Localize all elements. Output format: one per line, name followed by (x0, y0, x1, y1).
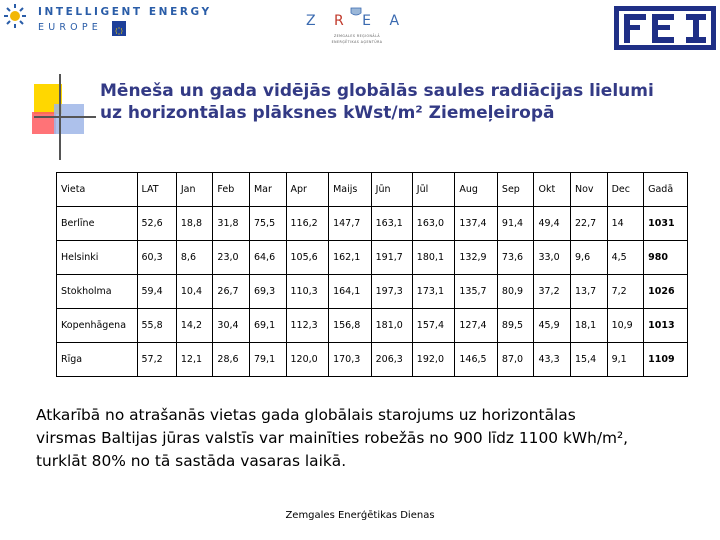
table-cell: 79,1 (249, 343, 286, 377)
table-cell: 15,4 (571, 343, 608, 377)
table-cell: 18,1 (571, 309, 608, 343)
table-row (57, 275, 688, 309)
radiation-table (56, 172, 688, 377)
zrea-logo-subtitle-2: ENERĢĒTIKAS AĢENTŪRA (331, 40, 383, 44)
table-cell: 33,0 (534, 241, 571, 275)
table-header-cell: Vieta (57, 173, 138, 207)
table-cell: 57,2 (137, 343, 176, 377)
table-cell: 146,5 (455, 343, 498, 377)
table-cell: 13,7 (571, 275, 608, 309)
table-cell: 69,1 (249, 309, 286, 343)
table-cell: 206,3 (371, 343, 412, 377)
table-header-cell: Nov (571, 173, 608, 207)
table-header-cell: Maijs (329, 173, 372, 207)
table-row (57, 207, 688, 241)
table-cell: 10,9 (607, 309, 644, 343)
table-cell: 23,0 (213, 241, 250, 275)
page-title (100, 80, 700, 124)
table-cell: 197,3 (371, 275, 412, 309)
table-cell: 181,0 (371, 309, 412, 343)
table-cell: 164,1 (329, 275, 372, 309)
table-cell: 157,4 (412, 309, 455, 343)
table-cell: 31,8 (213, 207, 250, 241)
table-cell: 89,5 (497, 309, 534, 343)
table-cell: 137,4 (455, 207, 498, 241)
table-cell: 1026 (644, 275, 688, 309)
zrea-logo-subtitle-1: ZEMGALES REĢIONĀLĀ (333, 34, 381, 38)
table-cell: 43,3 (534, 343, 571, 377)
table-cell: 26,7 (213, 275, 250, 309)
table-cell: 55,8 (137, 309, 176, 343)
table-cell: 64,6 (249, 241, 286, 275)
zrea-logo (296, 2, 416, 48)
table-row (57, 343, 688, 377)
table-row-label: Helsinki (57, 241, 138, 275)
table-cell: 163,1 (371, 207, 412, 241)
table-header-cell: Dec (607, 173, 644, 207)
table-cell: 12,1 (176, 343, 213, 377)
iee-logo-line1: INTELLIGENT ENERGY (38, 6, 212, 18)
table-cell: 73,6 (497, 241, 534, 275)
table-cell: 105,6 (286, 241, 329, 275)
table-row-label: Berlīne (57, 207, 138, 241)
table-cell: 28,6 (213, 343, 250, 377)
table-cell: 8,6 (176, 241, 213, 275)
table-header-cell: Jūl (412, 173, 455, 207)
zrea-logo-name: Z R E A (305, 13, 407, 29)
title-line-1: Mēneša un gada vidējās globālās saules radiācijas lielumi (100, 81, 654, 101)
table-cell: 49,4 (534, 207, 571, 241)
body-text (36, 404, 716, 473)
table-cell: 80,9 (497, 275, 534, 309)
table-cell: 60,3 (137, 241, 176, 275)
table-row-label: Stokholma (57, 275, 138, 309)
table-cell: 7,2 (607, 275, 644, 309)
table-cell: 14 (607, 207, 644, 241)
table-header-row (57, 173, 688, 207)
table-header-cell: Aug (455, 173, 498, 207)
table-cell: 37,2 (534, 275, 571, 309)
table-cell: 156,8 (329, 309, 372, 343)
iee-logo-line2: EUROPE (38, 22, 102, 33)
table-cell: 9,1 (607, 343, 644, 377)
table-cell: 14,2 (176, 309, 213, 343)
table-row-label: Kopenhāgena (57, 309, 138, 343)
table-cell: 180,1 (412, 241, 455, 275)
table-cell: 112,3 (286, 309, 329, 343)
footer-text: Zemgales Enerģētikas Dienas (285, 510, 435, 521)
table-cell: 110,3 (286, 275, 329, 309)
table-cell: 120,0 (286, 343, 329, 377)
table-header-cell: Jan (176, 173, 213, 207)
table-cell: 173,1 (412, 275, 455, 309)
table-cell: 10,4 (176, 275, 213, 309)
title-line-2: uz horizontālas plāksnes kWst/m² Ziemeļeiropā (100, 103, 555, 123)
table-row-label: Rīga (57, 343, 138, 377)
table-cell: 1031 (644, 207, 688, 241)
table-cell: 69,3 (249, 275, 286, 309)
table-header-cell: Apr (286, 173, 329, 207)
table-cell: 4,5 (607, 241, 644, 275)
table-row (57, 241, 688, 275)
sun-icon (2, 2, 28, 34)
table-header-cell: Okt (534, 173, 571, 207)
table-cell: 980 (644, 241, 688, 275)
table-cell: 163,0 (412, 207, 455, 241)
table-header-cell: Jūn (371, 173, 412, 207)
table-cell: 135,7 (455, 275, 498, 309)
table-cell: 147,7 (329, 207, 372, 241)
table-cell: 59,4 (137, 275, 176, 309)
decorative-squares (28, 74, 98, 162)
table-header-cell: Gadā (644, 173, 688, 207)
table-header-cell: Sep (497, 173, 534, 207)
table-cell: 30,4 (213, 309, 250, 343)
fei-logo (612, 4, 718, 52)
table-header-cell: Mar (249, 173, 286, 207)
table-cell: 87,0 (497, 343, 534, 377)
eu-flag-icon (112, 21, 126, 31)
table-cell: 52,6 (137, 207, 176, 241)
table-cell: 116,2 (286, 207, 329, 241)
table-cell: 162,1 (329, 241, 372, 275)
body-text-line-1: Atkarībā no atrašanās vietas gada globālais starojums uz horizontālas (36, 406, 576, 424)
table-cell: 45,9 (534, 309, 571, 343)
table-cell: 9,6 (571, 241, 608, 275)
table-cell: 18,8 (176, 207, 213, 241)
table-cell: 1109 (644, 343, 688, 377)
table-cell: 75,5 (249, 207, 286, 241)
table-row (57, 309, 688, 343)
table-cell: 191,7 (371, 241, 412, 275)
table-header-cell: Feb (213, 173, 250, 207)
table-cell: 170,3 (329, 343, 372, 377)
table-header-cell: LAT (137, 173, 176, 207)
zrea-emblem-icon (350, 2, 362, 12)
body-text-line-3: turklāt 80% no tā sastāda vasaras laikā. (36, 452, 347, 470)
table-cell: 1013 (644, 309, 688, 343)
table-cell: 127,4 (455, 309, 498, 343)
body-text-line-2: virsmas Baltijas jūras valstīs var mainīties robežās no 900 līdz 1100 kWh/m², (36, 429, 629, 447)
table-cell: 132,9 (455, 241, 498, 275)
table-cell: 22,7 (571, 207, 608, 241)
table-cell: 192,0 (412, 343, 455, 377)
intelligent-energy-europe-logo (2, 2, 212, 34)
table-cell: 91,4 (497, 207, 534, 241)
